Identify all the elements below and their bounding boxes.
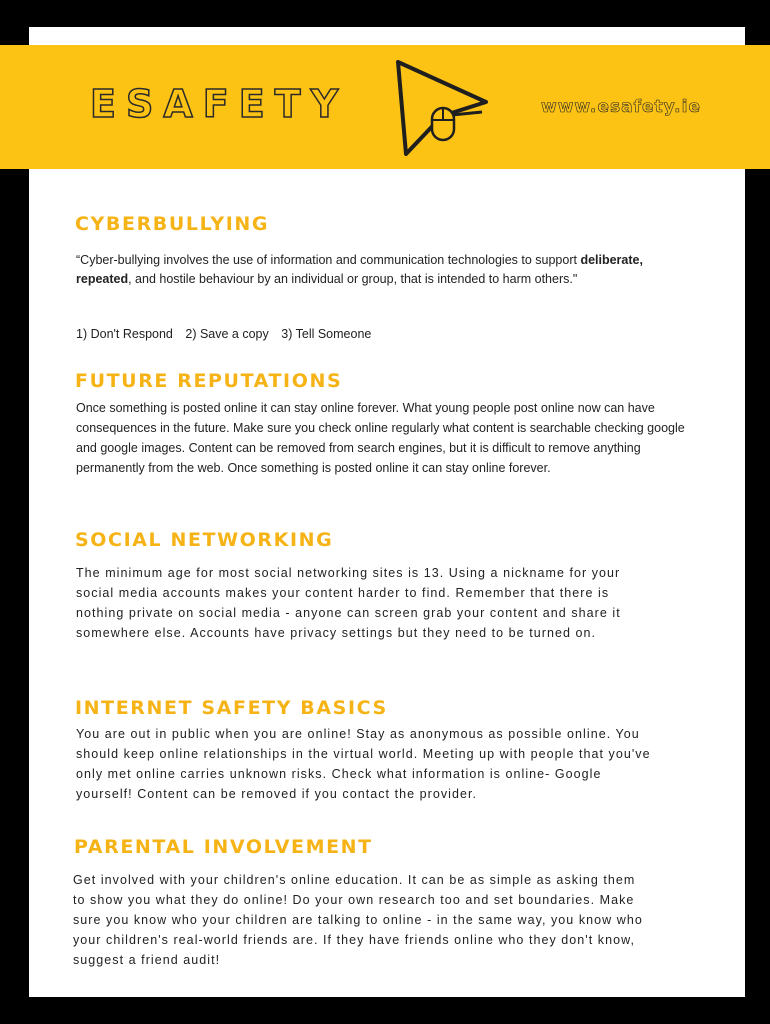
logo-text: ESAFETY — [90, 82, 349, 126]
website-link[interactable]: www.esafety.ie — [541, 97, 701, 117]
quote-start: “Cyber-bullying involves the use of information and communication technologies to support — [76, 253, 581, 267]
heading-internet-safety: INTERNET SAFETY BASICS — [75, 697, 388, 719]
quote-bold: deliberate, repeated — [76, 253, 643, 286]
social-networking-text: The minimum age for most social networking sites is 13. Using a nickname for your social media accounts makes your content harder to find. Remember that there is nothing private on social media - anyone can screen grab your content and share it somewhere else. Accounts have privacy settings but they need to be turned on. — [76, 566, 621, 640]
step-1: 1) Don't Respond — [76, 327, 173, 341]
internet-safety-text: You are out in public when you are online! Stay as anonymous as possible online. You should keep online relationships in the virtual world. Meeting up with people that you've only met online carries unknown risks. Check what information is online- Google yourself! Content can be removed if you contact the provider. — [76, 727, 651, 801]
cyberbullying-steps — [76, 324, 380, 344]
step-2: 2) Save a copy — [185, 327, 269, 341]
heading-social-networking: SOCIAL NETWORKING — [75, 529, 334, 551]
heading-cyberbullying: CYBERBULLYING — [75, 213, 270, 235]
parental-involvement-text: Get involved with your children's online education. It can be as simple as asking them to show you what they do online! Do your own research too and set boundaries. Make sure you know who your children are talking to online - in the same way, you know who your children's real-world friends are. If they have friends online who they don't know, suggest a friend audit! — [73, 873, 643, 967]
cyberbullying-quote — [76, 251, 656, 289]
future-reputations-text: Once something is posted online it can stay online forever. What young people post online now can have consequences in the future. Make sure you check online regularly what content is searchable checking google and google images. Content can be removed from search engines, but it is difficult to remove anything permanently from the web. Once something is posted online it can stay online forever. — [76, 401, 685, 475]
quote-end: , and hostile behaviour by an individual or group, that is intended to harm others." — [128, 272, 578, 286]
cursor-mouse-icon — [382, 58, 492, 158]
heading-parental-involvement: PARENTAL INVOLVEMENT — [74, 836, 373, 858]
heading-future-reputations: FUTURE REPUTATIONS — [75, 370, 343, 392]
step-3: 3) Tell Someone — [281, 327, 372, 341]
